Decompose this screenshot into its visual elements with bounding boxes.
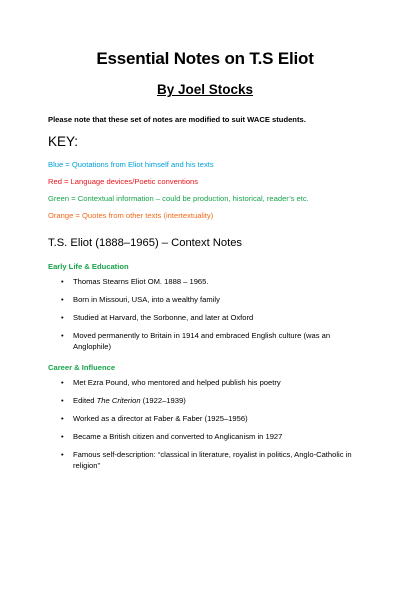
key-item-orange: Orange = Quotes from other texts (intertextuality) bbox=[48, 211, 214, 220]
list-item bbox=[48, 449, 362, 471]
early-life-bullets bbox=[48, 276, 362, 352]
section-career-heading: Career & Influence bbox=[48, 363, 116, 372]
document-page bbox=[0, 48, 400, 614]
key-item-red: Red = Language devices/Poetic conventions bbox=[48, 177, 199, 186]
author-byline: By Joel Stocks bbox=[156, 82, 254, 97]
colour-key-list bbox=[48, 159, 362, 221]
list-item bbox=[48, 276, 362, 287]
list-item bbox=[48, 413, 362, 424]
context-notes-heading: T.S. Eliot (1888–1965) – Context Notes bbox=[48, 237, 243, 249]
career-bullets bbox=[48, 377, 362, 471]
bullet-icon: • bbox=[61, 396, 64, 405]
bullet-text: Famous self-description: “classical in literature, royalist in politics, Anglo-Catholic in religion” bbox=[73, 450, 352, 470]
bullet-text: Thomas Stearns Eliot OM. 1888 – 1965. bbox=[73, 277, 209, 286]
publication-title: The Criterion bbox=[96, 396, 141, 405]
key-heading: KEY: bbox=[48, 134, 79, 149]
wace-note: Please note that these set of notes are modified to suit WACE students. bbox=[48, 115, 306, 124]
list-item bbox=[48, 294, 362, 305]
bullet-text: Worked as a director at Faber & Faber (1925–1956) bbox=[73, 414, 248, 423]
bullet-icon: • bbox=[61, 378, 64, 387]
bullet-icon: • bbox=[61, 331, 64, 340]
bullet-icon: • bbox=[61, 295, 64, 304]
bullet-text: Became a British citizen and converted to Anglicanism in 1927 bbox=[73, 432, 283, 441]
key-item-green: Green = Contextual information – could be production, historical, reader’s etc. bbox=[48, 194, 309, 203]
list-item bbox=[48, 377, 362, 388]
bullet-icon: • bbox=[61, 313, 64, 322]
section-early-life-heading: Early Life & Education bbox=[48, 262, 129, 271]
list-item bbox=[48, 395, 362, 406]
bullet-text: Studied at Harvard, the Sorbonne, and later at Oxford bbox=[73, 313, 254, 322]
bullet-icon: • bbox=[61, 414, 64, 423]
list-item bbox=[48, 330, 362, 352]
list-item bbox=[48, 431, 362, 442]
bullet-text: Born in Missouri, USA, into a wealthy family bbox=[73, 295, 220, 304]
bullet-text: Met Ezra Pound, who mentored and helped publish his poetry bbox=[73, 378, 281, 387]
document-title: Essential Notes on T.S Eliot bbox=[96, 49, 314, 68]
list-item bbox=[48, 312, 362, 323]
bullet-text-suffix: (1922–1939) bbox=[140, 396, 186, 405]
bullet-icon: • bbox=[61, 450, 64, 459]
bullet-icon: • bbox=[61, 277, 64, 286]
bullet-icon: • bbox=[61, 432, 64, 441]
bullet-text: Moved permanently to Britain in 1914 and embraced English culture (was an Anglophile) bbox=[73, 331, 331, 351]
key-item-blue: Blue = Quotations from Eliot himself and his texts bbox=[48, 160, 214, 169]
bullet-text-prefix: Edited bbox=[73, 396, 97, 405]
